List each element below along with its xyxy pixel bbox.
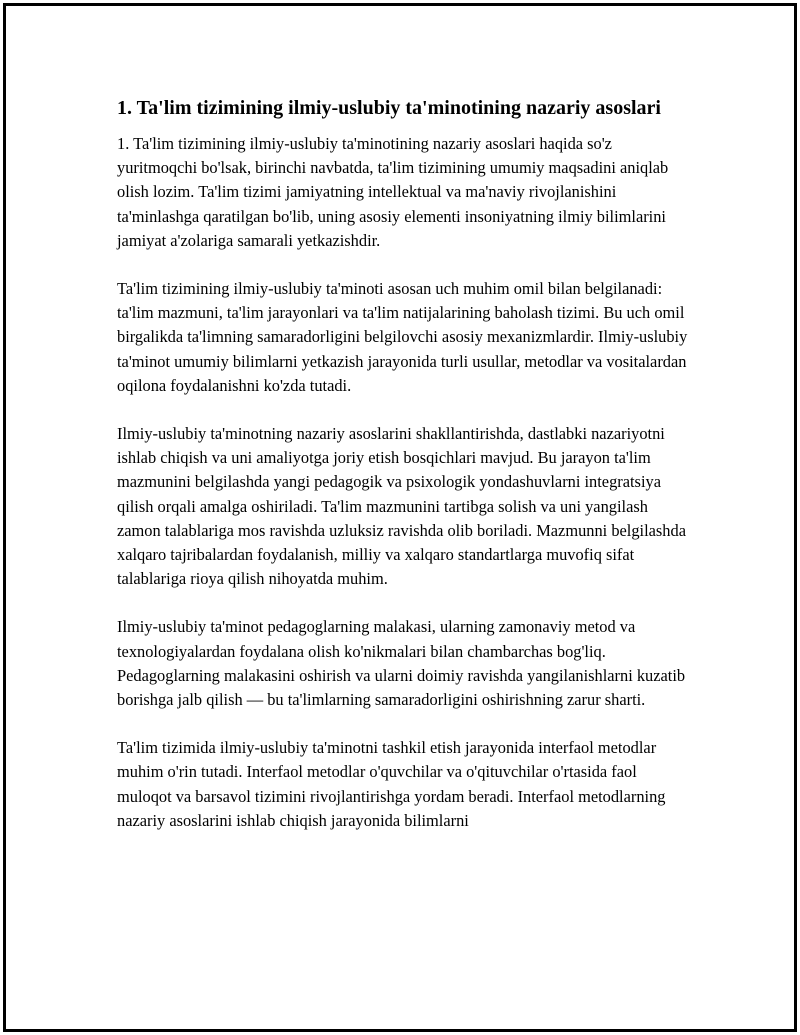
paragraph-1: 1. Ta'lim tizimining ilmiy-uslubiy ta'minotining nazariy asoslari haqida so'z yuritmoqchi bo'lsak, birinchi navbatda, ta'lim tizimining umumiy maqsadini aniqlab olish lozim. Ta'lim tizimi jamiyatning intellektual va ma'naviy rivojlanishini ta'minlashga qaratilgan bo'lib, uning asosiy elementi insoniyatning ilmiy bilimlarini jamiyat a'zolariga samarali yetkazishdir. [117,134,669,250]
document-body [117,95,692,857]
paragraph-3: Ilmiy-uslubiy ta'minotning nazariy asoslarini shakllantirishda, dastlabki nazariyotni ishlab chiqish va uni amaliyotga joriy etish bosqichlari mavjud. Bu jarayon ta'lim mazmunini belgilashda yangi pedagogik va psixologik yondashuvlarni integratsiya qilish orqali amalga oshiriladi. Ta'lim mazmunini tartibga solish va uni yangilash zamon talablariga mos ravishda uzluksiz ravishda olib boriladi. Mazmunni belgilashda xalqaro tajribalardan foydalanish, milliy va xalqaro standartlarga muvofiq sifat talablariga rioya qilish nihoyatda muhim. [117,424,686,589]
paragraph-4: Ilmiy-uslubiy ta'minot pedagoglarning malakasi, ularning zamonaviy metod va texnologiyalardan foydalana olish ko'nikmalari bilan chambarchas bog'liq. Pedagoglarning malakasini oshirish va ularni doimiy ravishda yangilanishlarni kuzatib borishga jalb qilish — bu ta'limlarning samaradorligini oshirishning zarur sharti. [117,617,686,710]
paragraph-2: Ta'lim tizimining ilmiy-uslubiy ta'minoti asosan uch muhim omil bilan belgilanadi: ta'lim mazmuni, ta'lim jarayonlari va ta'lim natijalarining baholash tizimi. Bu uch omil birgalikda ta'limning samaradorligini belgilovchi asosiy mexanizmlardir. Ilmiy-uslubiy ta'minot umumiy bilimlarni yetkazish jarayonida turli usullar, metodlar va vositalardan oqilona foydalanishni ko'zda tutadi. [117,279,688,395]
paragraph-5: Ta'lim tizimida ilmiy-uslubiy ta'minotni tashkil etish jarayonida interfaol metodlar muhim o'rin tutadi. Interfaol metodlar o'quvchilar va o'qituvchilar o'rtasida faol muloqot va barsavol tizimini rivojlantirishga yordam beradi. Interfaol metodlarning nazariy asoslarini ishlab chiqish jarayonida bilimlarni [117,738,666,830]
document-title: 1. Ta'lim tizimining ilmiy-uslubiy ta'minotining nazariy asoslari [117,97,661,119]
